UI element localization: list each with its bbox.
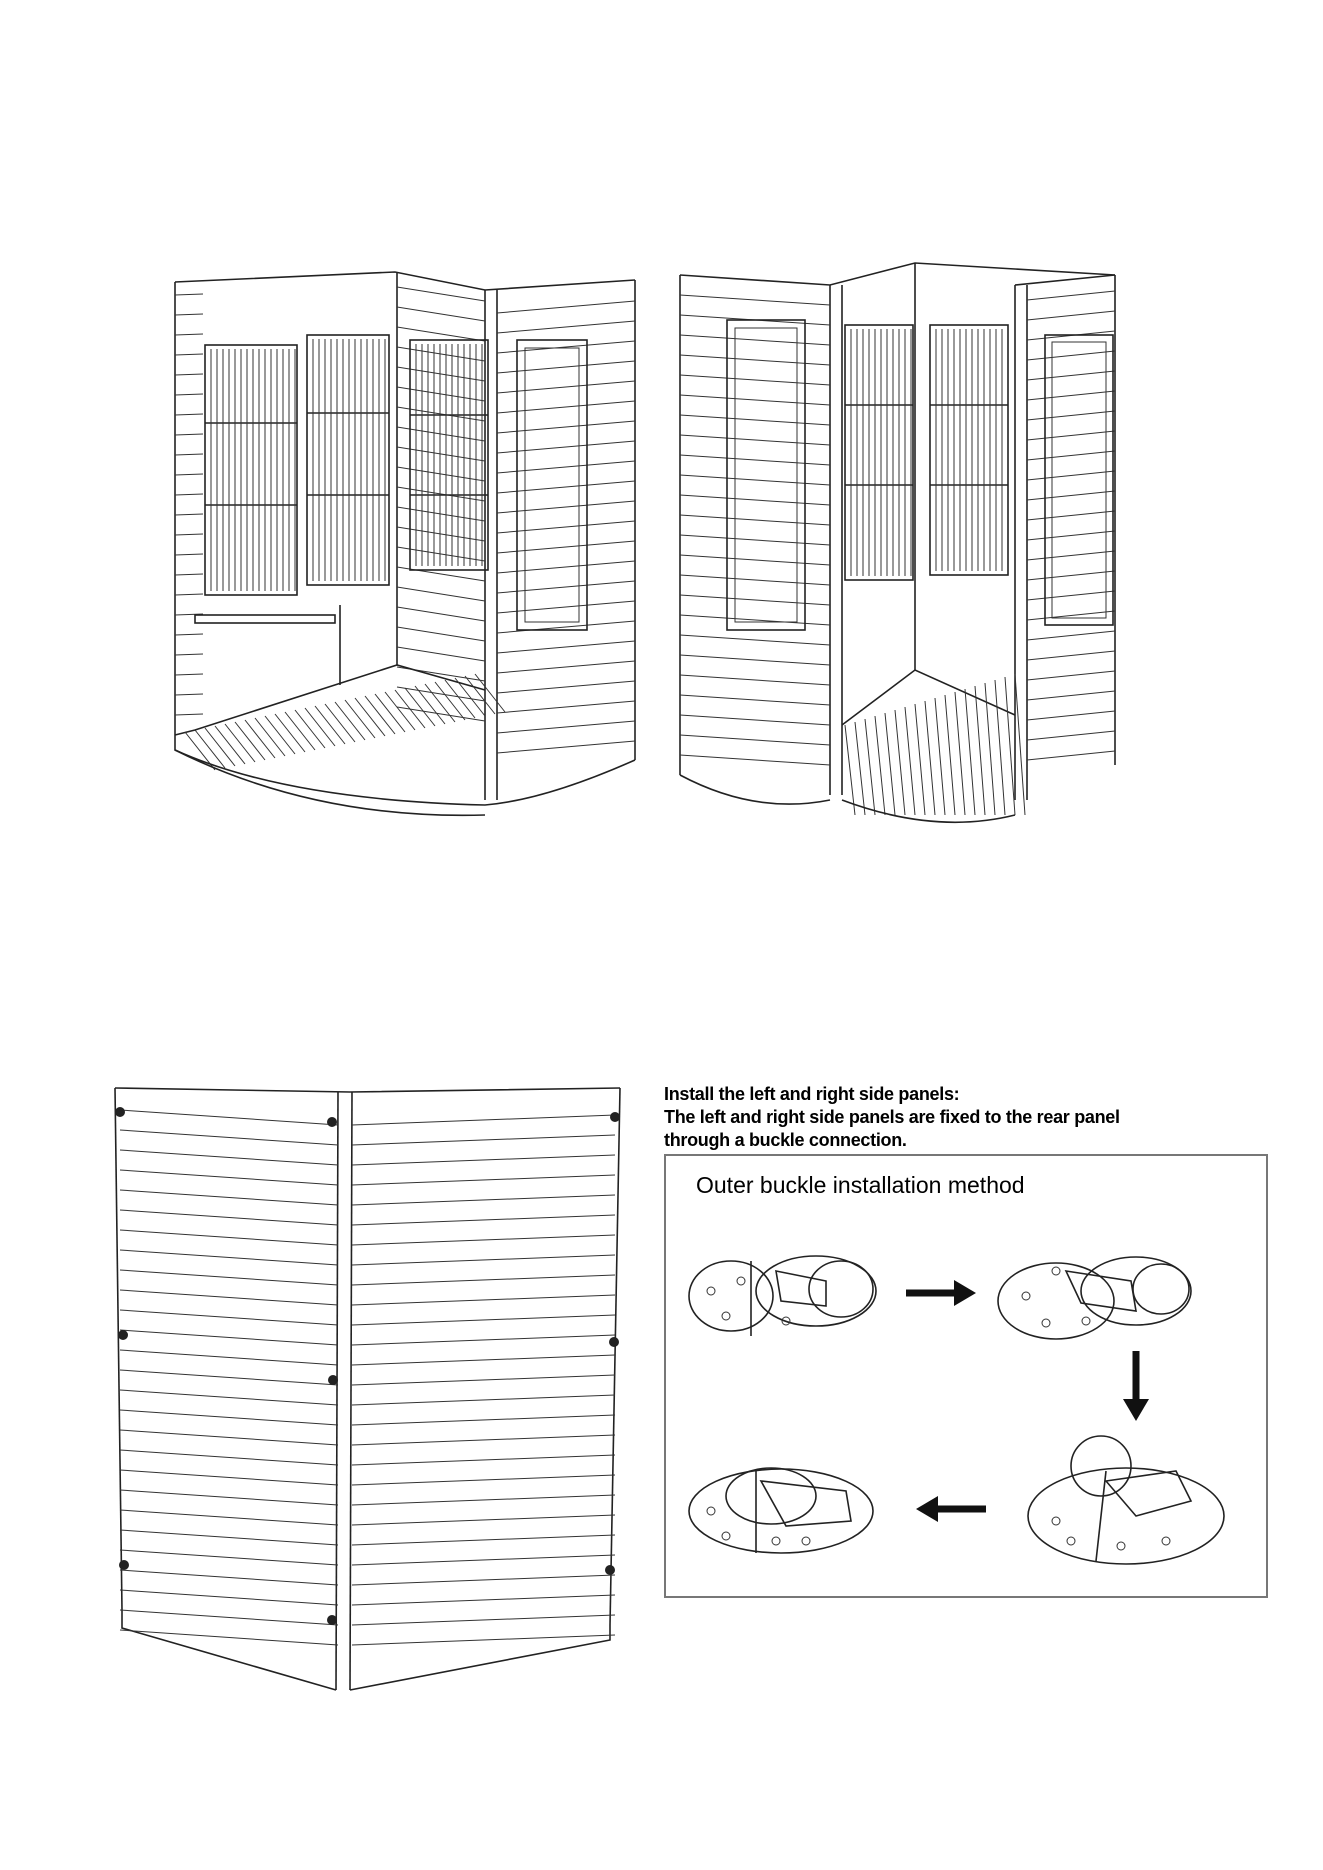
instructions-text: [664, 1083, 1304, 1152]
rear-panel-drawing: [110, 1080, 630, 1700]
buckle-step-4: [689, 1468, 873, 1553]
buckle-method-box: [664, 1154, 1268, 1598]
buckle-steps-drawing: [666, 1156, 1266, 1596]
sauna-illustration-left: [165, 260, 645, 830]
instructions-heading: Install the left and right side panels:: [664, 1084, 960, 1104]
arrow-left-icon: [916, 1496, 986, 1522]
sauna-illustration-right: [675, 255, 1195, 835]
sauna-right-drawing: [675, 255, 1195, 835]
buckle-step-2: [998, 1257, 1191, 1339]
arrow-down-icon: [1123, 1351, 1149, 1421]
buckle-step-3: [1028, 1436, 1224, 1564]
instructions-line-2: through a buckle connection.: [664, 1130, 907, 1150]
sauna-left-drawing: [165, 260, 645, 830]
arrow-right-icon: [906, 1280, 976, 1306]
method-title: Outer buckle installation method: [696, 1172, 1025, 1198]
rear-panel-illustration: [110, 1080, 630, 1700]
buckle-step-1: [689, 1256, 876, 1336]
instructions-line-1: The left and right side panels are fixed to the rear panel: [664, 1107, 1120, 1127]
